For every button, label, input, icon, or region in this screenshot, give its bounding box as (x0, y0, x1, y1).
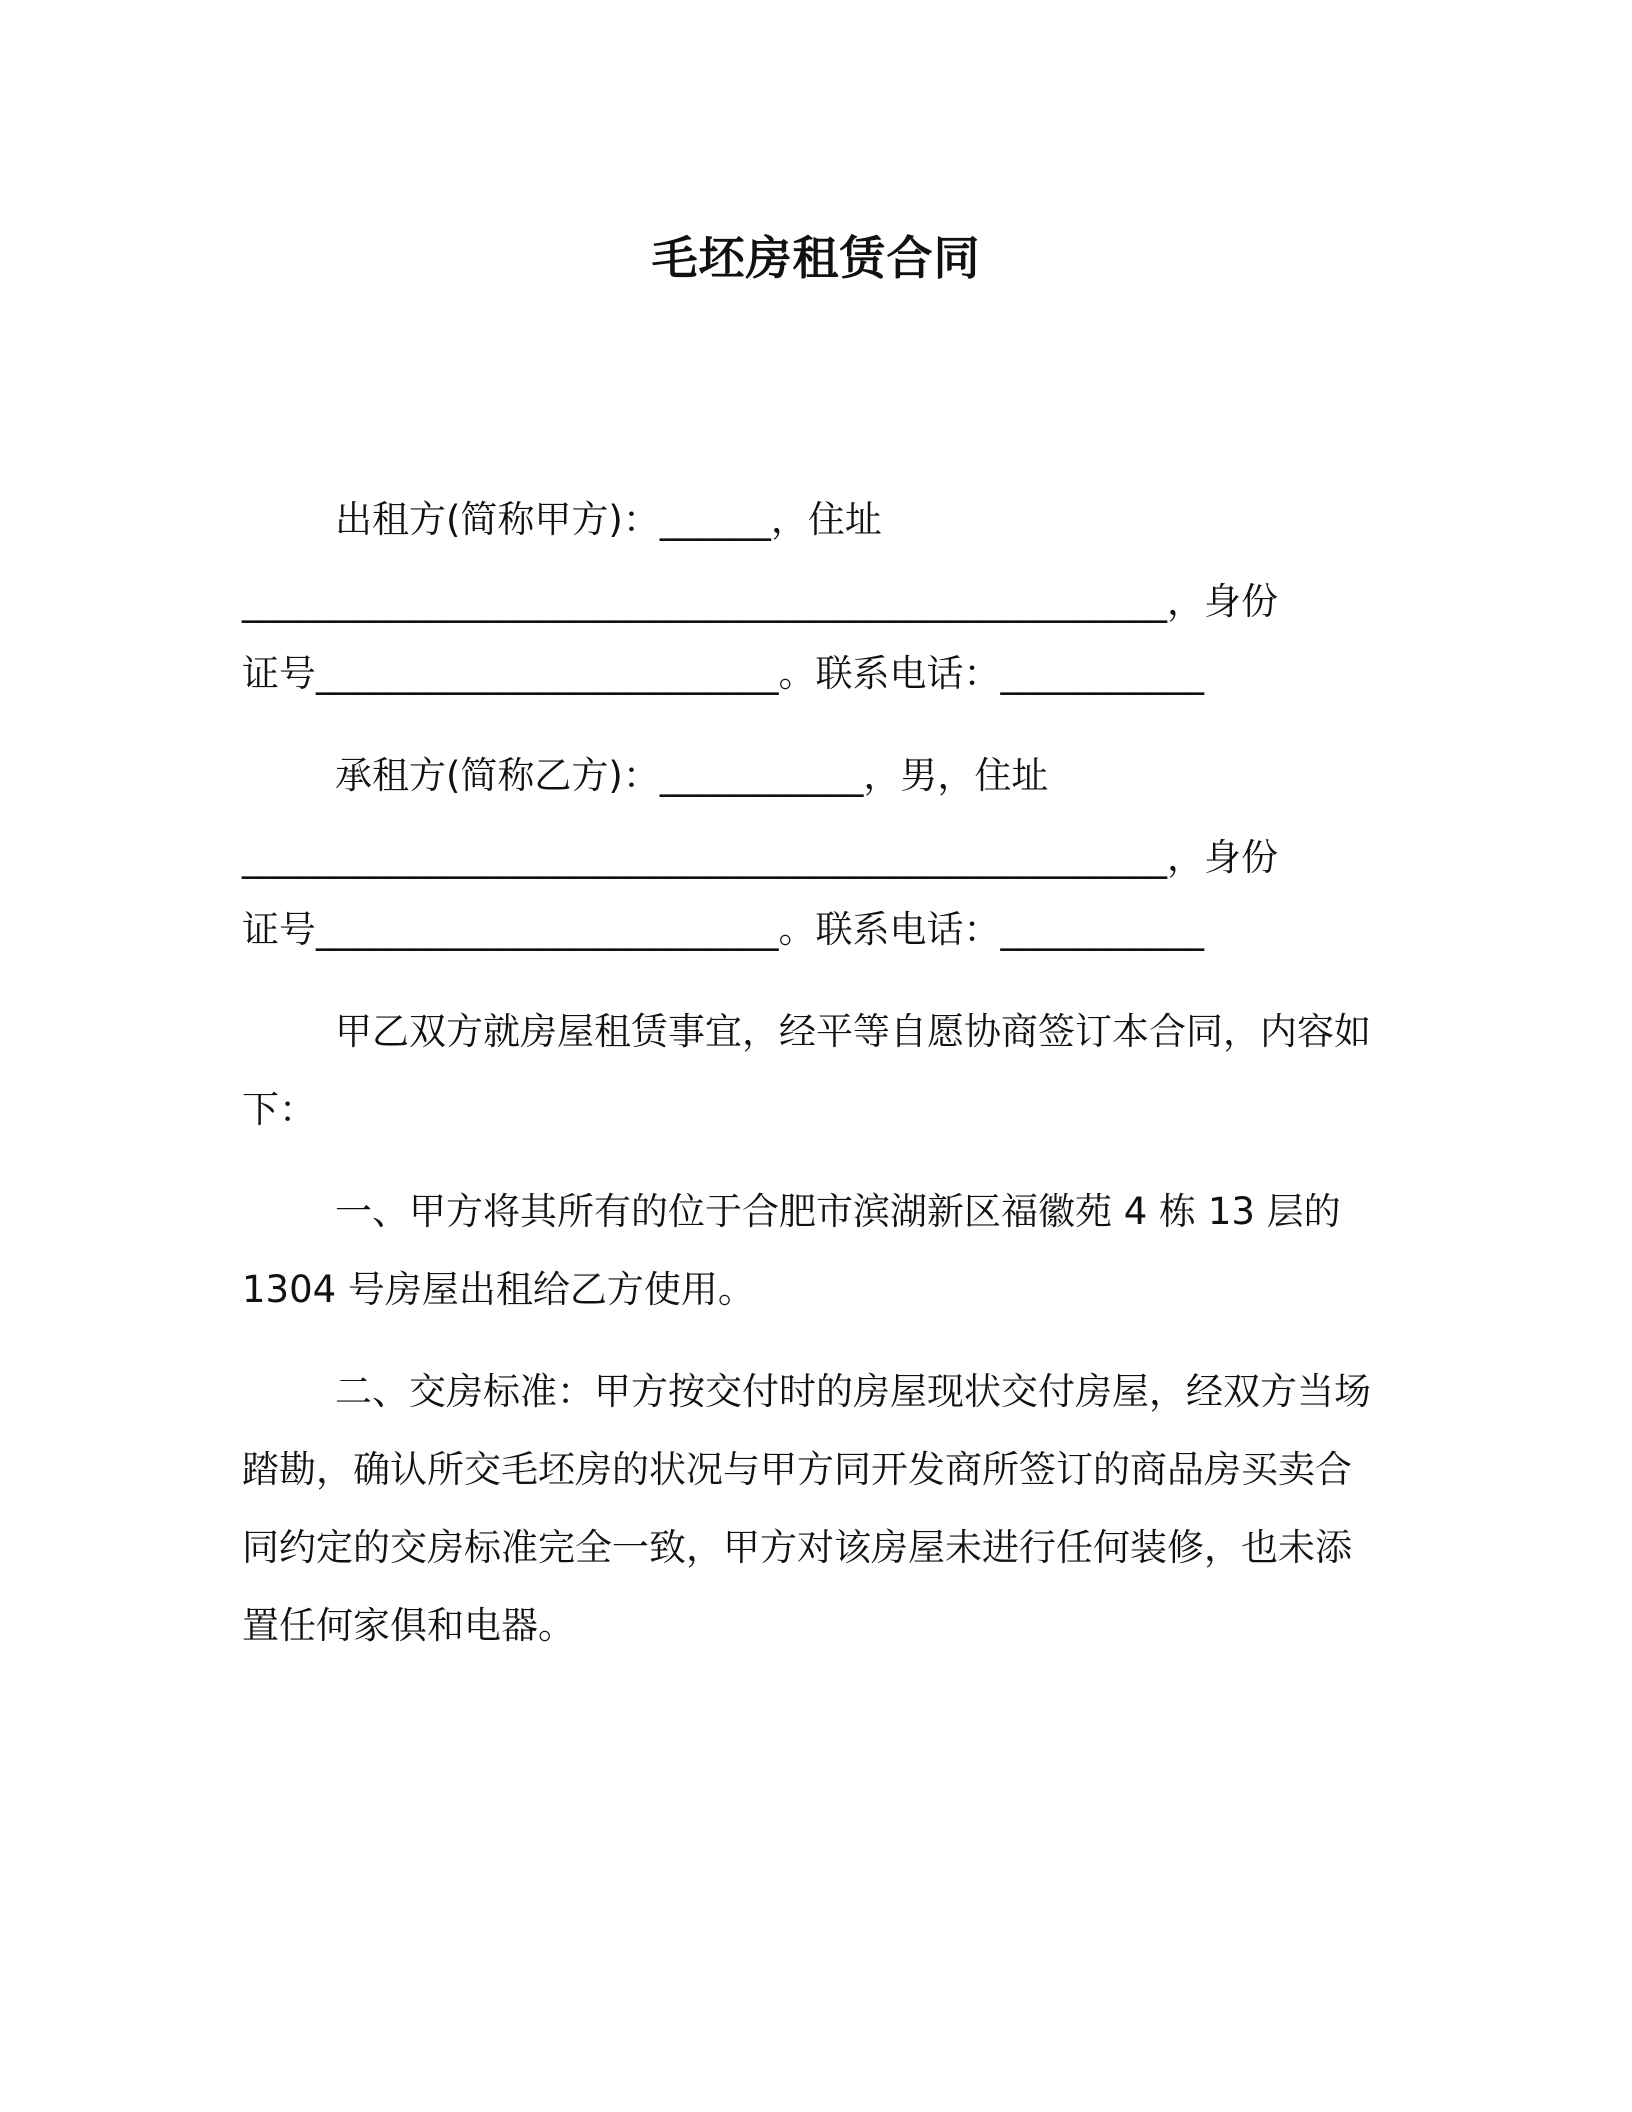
clause-2-line-3: 同约定的交房标准完全一致，甲方对该房屋未进行任何装修，也未添 (242, 1526, 1352, 1569)
clause-2-line-1: 二、交房标准：甲方按交付时的房屋现状交付房屋，经双方当场 (335, 1370, 1371, 1413)
clause-2-line-4: 置任何家俱和电器。 (242, 1604, 575, 1647)
lessee-id-phone-line: 证号_________________________。联系电话：___________ (242, 908, 1204, 951)
clause-1-line-2: 1304 号房屋出租给乙方使用。 (242, 1268, 755, 1311)
document-title: 毛坯房租赁合同 (651, 231, 981, 285)
lessor-address-line: __________________________________________________，身份 (242, 580, 1278, 623)
lessor-id-phone-line: 证号_________________________。联系电话：___________ (242, 652, 1204, 695)
lessee-address-line: __________________________________________________，身份 (242, 836, 1278, 879)
clause-2-line-2: 踏勘，确认所交毛坯房的状况与甲方同开发商所签订的商品房买卖合 (242, 1448, 1352, 1491)
preamble-line-1: 甲乙双方就房屋租赁事宜，经平等自愿协商签订本合同，内容如 (335, 1010, 1371, 1053)
lessor-name-line: 出租方(简称甲方)：______，住址 (335, 498, 882, 541)
preamble-line-2: 下： (242, 1088, 316, 1131)
clause-1-line-1: 一、甲方将其所有的位于合肥市滨湖新区福徽苑 4 栋 13 层的 (335, 1190, 1341, 1233)
lessee-name-line: 承租方(简称乙方)：___________，男，住址 (335, 754, 1049, 797)
